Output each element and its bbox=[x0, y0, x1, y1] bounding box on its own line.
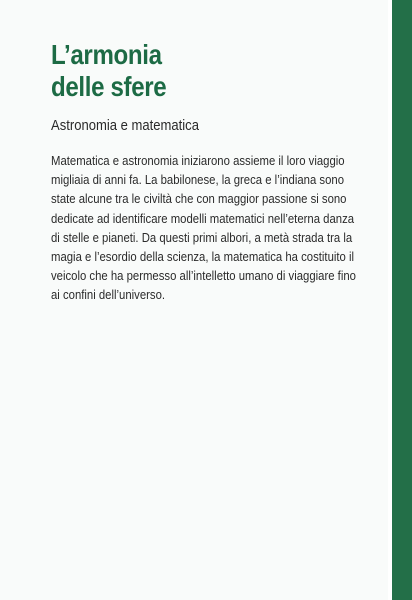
blurb-line: ai confini dell’universo. bbox=[51, 288, 166, 303]
title-line: delle sfere bbox=[51, 71, 167, 102]
book-subtitle: Astronomia e matematica bbox=[51, 118, 199, 134]
blurb-line: state alcune tra le civiltà che con maggior passione si sono bbox=[51, 192, 347, 207]
blurb-line: migliaia di anni fa. La babilonese, la greca e l’indiana sono bbox=[51, 173, 345, 188]
blurb-line: veicolo che ha permesso all’intelletto umano di viaggiare fino bbox=[51, 269, 356, 284]
blurb-line: di stelle e pianeti. Da questi primi albori, a metà strada tra la bbox=[51, 230, 353, 245]
blurb-paragraph bbox=[51, 152, 357, 306]
title-line: L’armonia bbox=[51, 39, 162, 70]
blurb-line: Matematica e astronomia iniziarono assieme il loro viaggio bbox=[51, 154, 345, 168]
book-title bbox=[51, 39, 166, 103]
green-spine-band bbox=[392, 0, 412, 600]
blurb-line: magia e l’esordio della scienza, la matematica ha costituito il bbox=[51, 250, 355, 265]
blurb-line: dedicate ad identificare modelli matematici nell’eterna danza bbox=[51, 211, 355, 226]
